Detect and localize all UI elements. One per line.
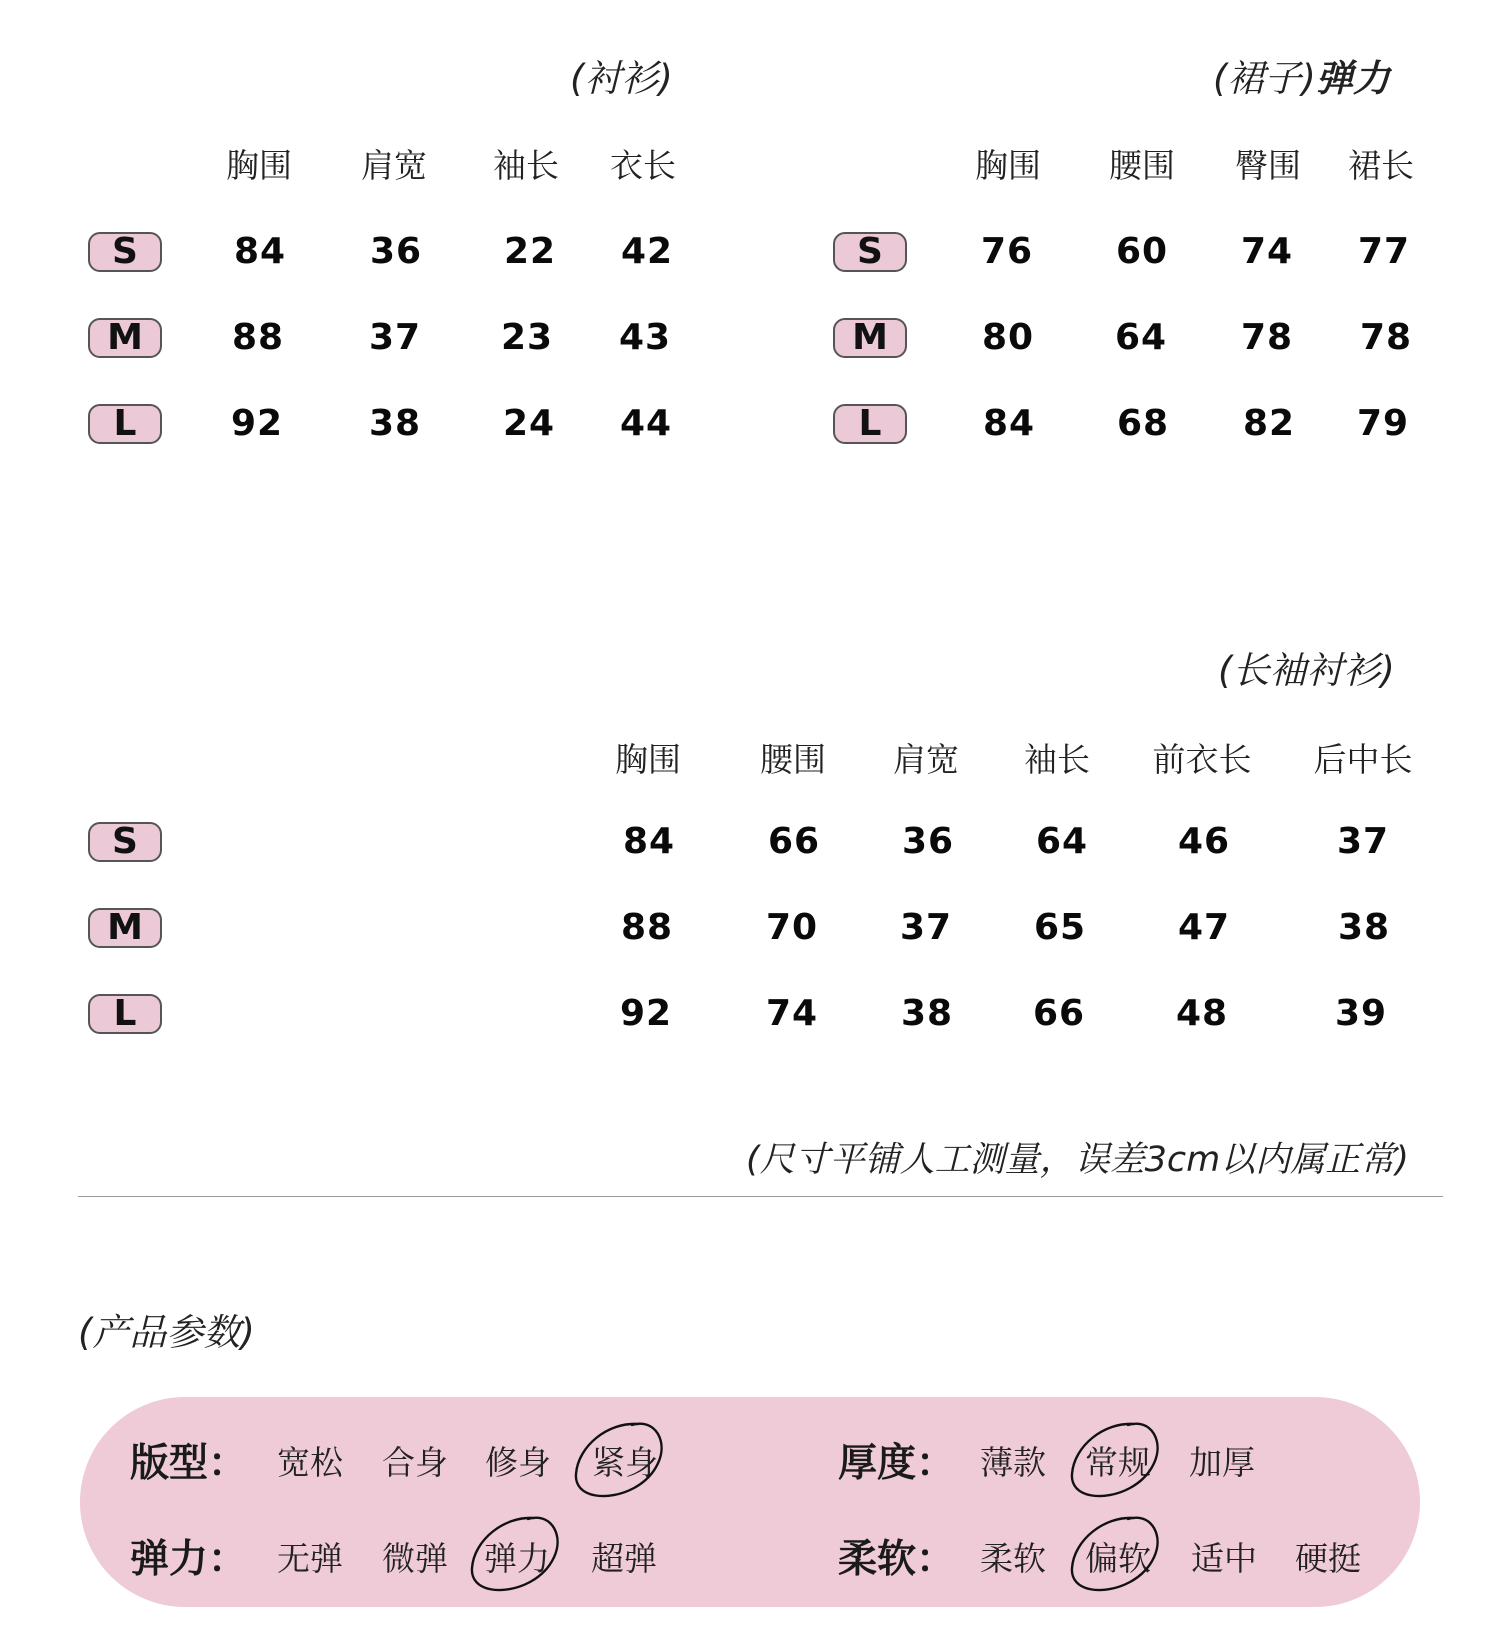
- shirt-cell: 88: [231, 317, 285, 358]
- long-shirt-cell: 48: [1175, 993, 1229, 1034]
- shirt-cell: 36: [369, 231, 423, 272]
- skirt-cell: 78: [1240, 317, 1294, 358]
- skirt-header-length: 裙长: [1348, 146, 1414, 185]
- skirt-cell: 64: [1114, 317, 1168, 358]
- fit-option: 宽松: [277, 1443, 343, 1482]
- shirt-table-title: (衬衫): [570, 57, 673, 100]
- long-shirt-cell: 46: [1177, 821, 1231, 862]
- elasticity-label: 弹力：: [130, 1537, 248, 1582]
- long-shirt-header-waist: 腰围: [760, 740, 826, 779]
- elasticity-option: 无弹: [277, 1539, 343, 1578]
- elasticity-option: 微弹: [382, 1539, 448, 1578]
- skirt-header-waist: 腰围: [1109, 146, 1175, 185]
- long-shirt-cell: 36: [901, 821, 955, 862]
- skirt-cell: 68: [1116, 403, 1170, 444]
- thickness-option-selected: 常规: [1085, 1443, 1151, 1482]
- long-shirt-cell: 84: [622, 821, 676, 862]
- fit-option-selected: 紧身: [592, 1443, 658, 1482]
- skirt-cell: 84: [982, 403, 1036, 444]
- softness-option-selected: 偏软: [1085, 1539, 1151, 1578]
- skirt-table-title: [1213, 48, 1390, 102]
- shirt-size-badge-l: L: [88, 404, 162, 444]
- shirt-header-length: 衣长: [610, 146, 676, 185]
- long-shirt-header-shoulder: 肩宽: [893, 740, 959, 779]
- fit-option: 修身: [485, 1443, 551, 1482]
- skirt-title-note: 弹力: [1315, 57, 1390, 100]
- long-shirt-header-sleeve: 袖长: [1024, 740, 1090, 779]
- long-shirt-table-title: (长袖衬衫): [1218, 649, 1395, 692]
- skirt-cell: 82: [1242, 403, 1296, 444]
- long-shirt-cell: 38: [1337, 907, 1391, 948]
- long-shirt-cell: 92: [619, 993, 673, 1034]
- long-shirt-size-badge-s: S: [88, 822, 162, 862]
- skirt-cell: 76: [980, 231, 1034, 272]
- params-title: (产品参数): [78, 1311, 255, 1354]
- skirt-size-badge-s: S: [833, 232, 907, 272]
- shirt-size-badge-m: M: [88, 318, 162, 358]
- shirt-cell: 23: [500, 317, 554, 358]
- fit-label: 版型：: [130, 1441, 248, 1486]
- shirt-cell: 24: [502, 403, 556, 444]
- long-shirt-cell: 37: [1336, 821, 1390, 862]
- measurement-note: (尺寸平铺人工测量，误差3cm以内属正常): [746, 1140, 1409, 1180]
- skirt-size-badge-m: M: [833, 318, 907, 358]
- long-shirt-cell: 47: [1177, 907, 1231, 948]
- softness-option: 硬挺: [1295, 1539, 1361, 1578]
- section-divider: [78, 1196, 1443, 1197]
- long-shirt-cell: 66: [767, 821, 821, 862]
- skirt-size-badge-l: L: [833, 404, 907, 444]
- long-shirt-cell: 74: [765, 993, 819, 1034]
- shirt-cell: 84: [233, 231, 287, 272]
- skirt-cell: 74: [1240, 231, 1294, 272]
- shirt-cell: 38: [368, 403, 422, 444]
- skirt-cell: 80: [981, 317, 1035, 358]
- long-shirt-size-badge-l: L: [88, 994, 162, 1034]
- skirt-header-hip: 臀围: [1235, 146, 1301, 185]
- shirt-cell: 92: [230, 403, 284, 444]
- thickness-option: 加厚: [1189, 1443, 1255, 1482]
- long-shirt-cell: 66: [1032, 993, 1086, 1034]
- shirt-cell: 37: [368, 317, 422, 358]
- softness-option: 适中: [1191, 1539, 1257, 1578]
- shirt-size-badge-s: S: [88, 232, 162, 272]
- shirt-cell: 43: [618, 317, 672, 358]
- long-shirt-cell: 37: [899, 907, 953, 948]
- shirt-header-shoulder: 肩宽: [361, 146, 427, 185]
- long-shirt-cell: 70: [765, 907, 819, 948]
- long-shirt-cell: 38: [900, 993, 954, 1034]
- skirt-title-text: (裙子): [1213, 57, 1316, 100]
- shirt-cell: 22: [503, 231, 557, 272]
- long-shirt-cell: 64: [1035, 821, 1089, 862]
- elasticity-option-selected: 弹力: [484, 1539, 550, 1578]
- thickness-option: 薄款: [980, 1443, 1046, 1482]
- shirt-cell: 42: [620, 231, 674, 272]
- elasticity-option: 超弹: [591, 1539, 657, 1578]
- long-shirt-cell: 65: [1033, 907, 1087, 948]
- shirt-cell: 44: [619, 403, 673, 444]
- fit-option: 合身: [382, 1443, 448, 1482]
- long-shirt-header-front-length: 前衣长: [1152, 740, 1252, 779]
- long-shirt-cell: 88: [620, 907, 674, 948]
- shirt-header-sleeve: 袖长: [493, 146, 559, 185]
- skirt-cell: 60: [1115, 231, 1169, 272]
- long-shirt-size-badge-m: M: [88, 908, 162, 948]
- thickness-label: 厚度：: [838, 1441, 956, 1486]
- shirt-header-chest: 胸围: [226, 146, 292, 185]
- skirt-cell: 79: [1356, 403, 1410, 444]
- softness-option: 柔软: [980, 1539, 1046, 1578]
- skirt-cell: 77: [1357, 231, 1411, 272]
- softness-label: 柔软：: [838, 1537, 956, 1582]
- long-shirt-header-back-length: 后中长: [1313, 740, 1413, 779]
- skirt-header-chest: 胸围: [975, 146, 1041, 185]
- long-shirt-header-chest: 胸围: [615, 740, 681, 779]
- skirt-cell: 78: [1359, 317, 1413, 358]
- long-shirt-cell: 39: [1334, 993, 1388, 1034]
